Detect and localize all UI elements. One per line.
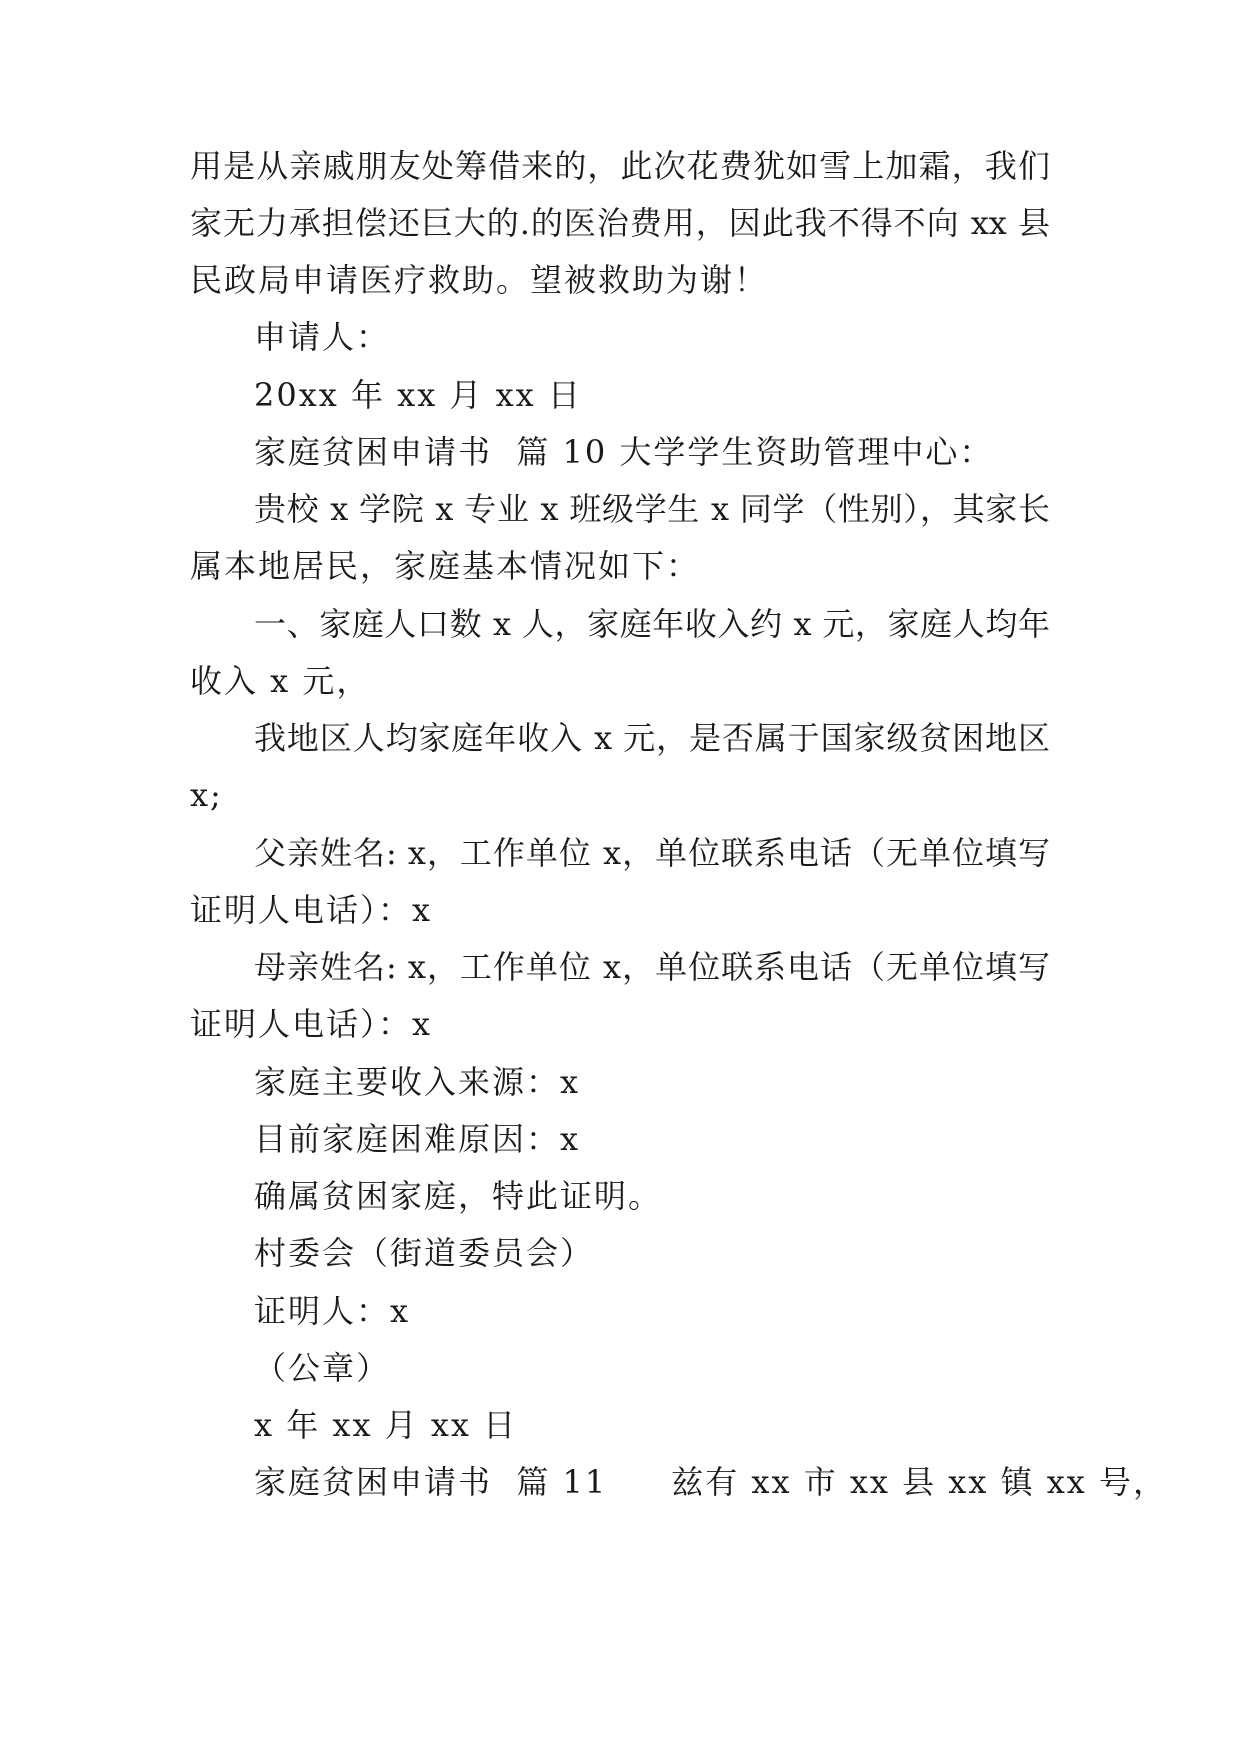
seal-label: （公章）: [254, 1349, 391, 1387]
paragraph-line: 属本地居民，家庭基本情况如下：: [190, 547, 701, 585]
paragraph-line: 贵校 x 学院 x 专业 x 班级学生 x 同学（性别），其家长: [254, 490, 1050, 528]
paragraph-line: 一、家庭人口数 x 人，家庭年收入约 x 元，家庭人均年: [254, 605, 1050, 643]
paragraph-start: 兹有 xx 市 xx 县 xx 镇 xx 号，: [671, 1463, 1168, 1501]
witness-label: 证明人：x: [254, 1292, 411, 1330]
paragraph-line: x;: [190, 776, 223, 814]
paragraph-line: 确属贫困家庭，特此证明。: [254, 1177, 663, 1215]
paragraph-line: 父亲姓名: x，工作单位 x，单位联系电话（无单位填写: [254, 834, 1050, 872]
paragraph-line: 我地区人均家庭年收入 x 元，是否属于国家级贫困地区: [254, 719, 1050, 757]
section-heading: 家庭贫困申请书 篇 10 大学学生资助管理中心：: [254, 433, 994, 471]
paragraph-line: 证明人电话）：x: [190, 1005, 433, 1043]
paragraph-line: 家庭主要收入来源：x: [254, 1063, 581, 1101]
paragraph-line: 证明人电话）：x: [190, 891, 433, 929]
paragraph-line: 家无力承担偿还巨大的.的医治费用，因此我不得不向 xx 县: [190, 204, 1050, 242]
paragraph-line: 目前家庭困难原因：x: [254, 1120, 581, 1158]
applicant-label: 申请人：: [254, 318, 391, 356]
paragraph-line: 用是从亲戚朋友处筹借来的，此次花费犹如雪上加霜，我们: [190, 147, 1050, 185]
section-heading-line: [254, 1462, 1167, 1502]
paragraph-line: 母亲姓名: x，工作单位 x，单位联系电话（无单位填写: [254, 948, 1050, 986]
section-heading: 家庭贫困申请书 篇 11: [254, 1463, 608, 1501]
paragraph-line: 收入 x 元，: [190, 662, 371, 700]
paragraph-line: 民政局申请医疗救助。望被救助为谢！: [190, 261, 769, 299]
date-line: x 年 xx 月 xx 日: [254, 1406, 518, 1444]
committee-label: 村委会（街道委员会）: [254, 1234, 595, 1272]
date-line: 20xx 年 xx 月 xx 日: [254, 376, 582, 414]
